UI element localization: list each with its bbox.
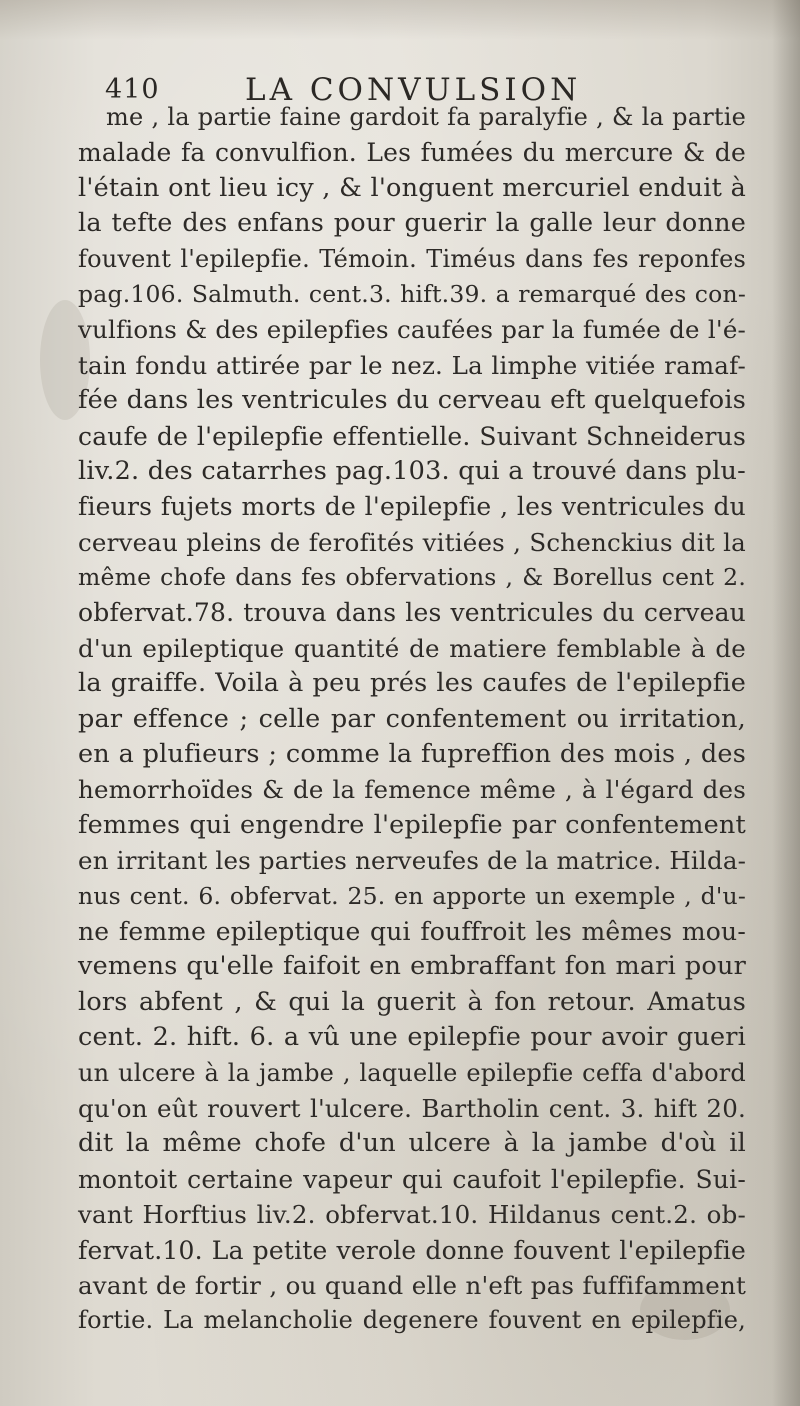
body-text — [78, 100, 746, 1339]
text-line: vemens qu'elle faifoit en embraffant fon mari pour — [78, 951, 746, 982]
text-line: fortie. La melancholie degenere fouvent en epilepfie, — [78, 1306, 746, 1335]
text-line: lors abfent , & qui la guerit à fon retour. Amatus — [78, 986, 746, 1017]
text-line: même chofe dans fes obfervations , & Borellus cent 2. — [78, 563, 746, 592]
text-line: tain fondu attirée par le nez. La limphe vitiée ramaf- — [78, 350, 746, 380]
text-line: ne femme epileptique qui fouffroit les mêmes mou- — [78, 916, 746, 946]
text-line: avant de fortir , ou quand elle n'eft pas fuffifamment — [78, 1270, 746, 1300]
text-line: femmes qui engendre l'epilepfie par confentement — [78, 809, 746, 840]
text-line: nus cent. 6. obfervat. 25. en apporte un exemple , d'u- — [78, 881, 746, 910]
text-line: en a plufieurs ; comme la fupreffion des mois , des — [78, 739, 746, 770]
text-line: hemorrhoïdes & de la femence même , à l'égard des — [78, 775, 746, 805]
text-line: d'un epileptique quantité de matiere femblable à de — [78, 633, 746, 663]
page-top-shadow — [0, 0, 800, 40]
text-line: montoit certaine vapeur qui caufoit l'epilepfie. Sui- — [78, 1164, 746, 1194]
text-line: la tefte des enfans pour guerir la galle leur donne — [78, 208, 746, 239]
running-title: LA CONVULSION — [245, 72, 582, 108]
text-line: fouvent l'epilepfie. Témoin. Timéus dans fes reponfes — [78, 244, 746, 273]
text-line: la graiffe. Voila à peu prés les caufes de l'epilepfie — [78, 668, 746, 699]
text-line: dit la même chofe d'un ulcere à la jambe d'où il — [78, 1128, 746, 1159]
text-line: fieurs fujets morts de l'epilepfie , les ventricules du — [78, 492, 746, 522]
text-line: l'étain ont lieu icy , & l'onguent mercuriel enduit à — [78, 172, 746, 203]
text-line: malade fa convulfion. Les fumées du mercure & de — [78, 138, 746, 168]
text-line: me , la partie faine gardoit fa paralyfie , & la partie — [106, 103, 746, 131]
text-line: vulfions & des epilepfies caufées par la fumée de l'é- — [78, 315, 746, 345]
text-line: caufe de l'epilepfie effentielle. Suivant Schneiderus — [78, 421, 746, 451]
text-line: cent. 2. hift. 6. a vû une epilepfie pour avoir gueri — [78, 1022, 746, 1053]
text-line: pag.106. Salmuth. cent.3. hift.39. a remarqué des con- — [78, 279, 746, 308]
text-line: cerveau pleins de ferofités vitiées , Schenckius dit la — [78, 527, 746, 557]
text-line: fervat.10. La petite verole donne fouvent l'epilepfie — [78, 1235, 746, 1265]
text-line: un ulcere à la jambe , laquelle epilepfie ceffa d'abord — [78, 1058, 746, 1087]
text-line: en irritant les parties nerveufes de la matrice. Hilda- — [78, 846, 747, 876]
text-line: vant Horftius liv.2. obfervat.10. Hildanus cent.2. ob- — [78, 1200, 746, 1230]
page-edge-shadow — [772, 0, 800, 1406]
text-line: par effence ; celle par confentement ou irritation, — [78, 703, 746, 734]
text-line: fée dans les ventricules du cerveau eft quelquefois — [78, 385, 746, 416]
page-number: 410 — [105, 74, 160, 105]
text-line: obfervat.78. trouva dans les ventricules du cerveau — [78, 598, 746, 628]
text-line: qu'on eût rouvert l'ulcere. Bartholin cent. 3. hift 20. — [78, 1093, 746, 1123]
text-line: liv.2. des catarrhes pag.103. qui a trouvé dans plu- — [78, 455, 746, 486]
